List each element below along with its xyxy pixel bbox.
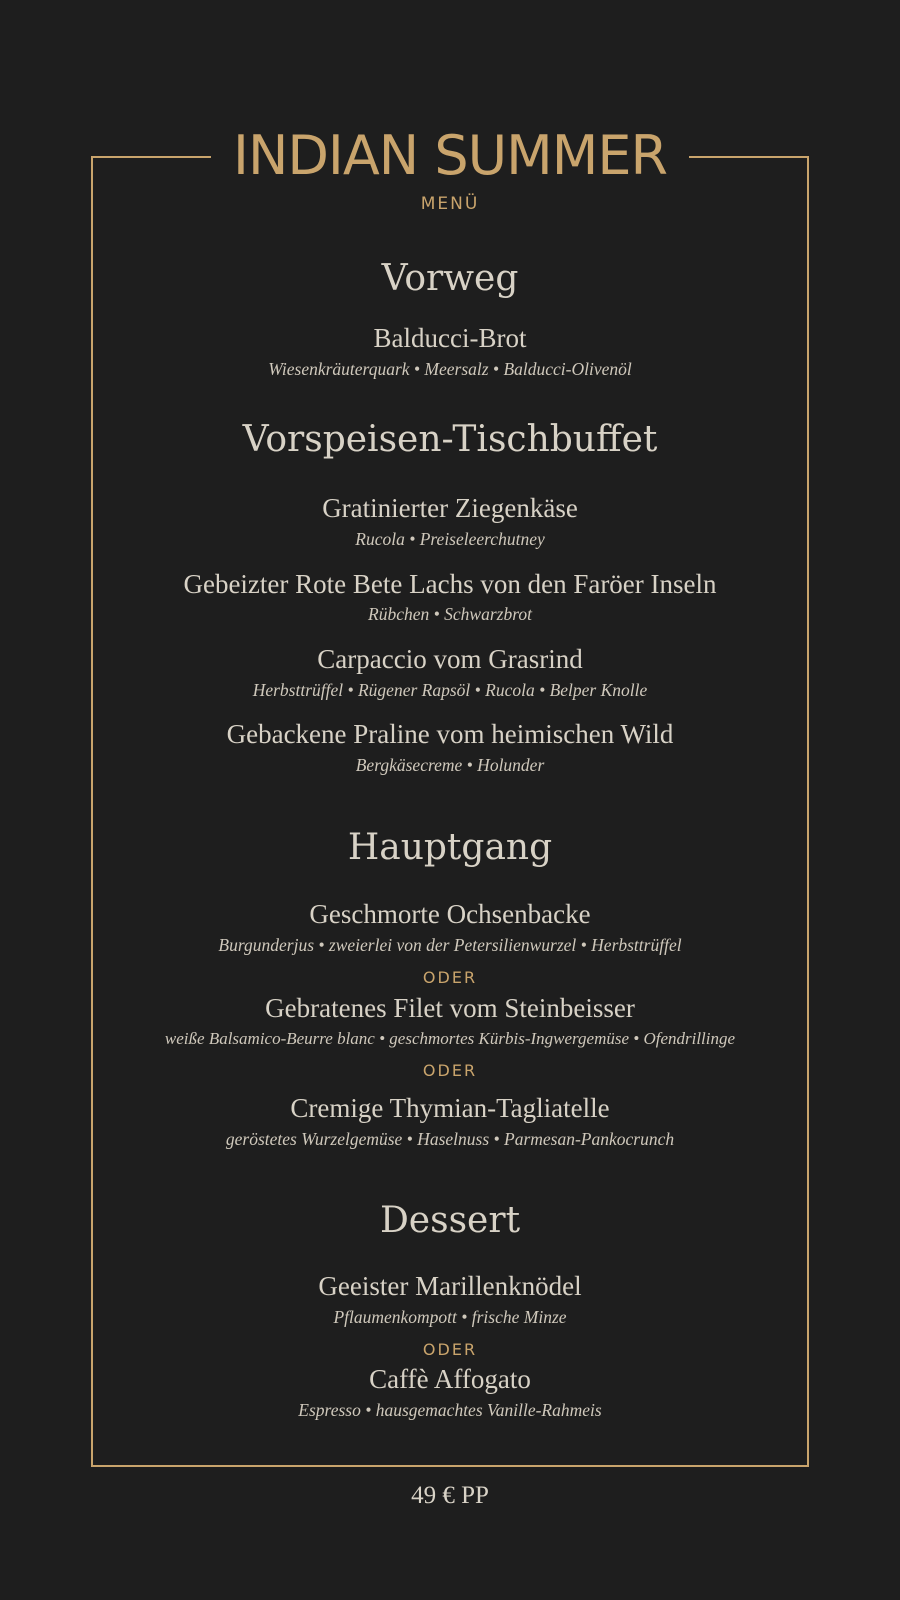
dish-description: Burgunderjus • zweierlei von der Petersilienwurzel • Herbsttrüffel (218, 935, 682, 955)
menu-title: INDIAN SUMMER (233, 124, 667, 187)
dish-name: Geeister Marillenknödel (318, 1271, 582, 1301)
dish-description: Herbsttrüffel • Rügener Rapsöl • Rucola • Belper Knolle (252, 680, 648, 700)
dish-name: Carpaccio vom Grasrind (317, 644, 583, 674)
dish-name: Geschmorte Ochsenbacke (309, 899, 591, 929)
oder-separator: ODER (422, 968, 478, 987)
dish-description: weiße Balsamico-Beurre blanc • geschmortes Kürbis-Ingwergemüse • Ofendrillinge (164, 1029, 736, 1048)
dish-description: Espresso • hausgemachtes Vanille-Rahmeis (298, 1400, 602, 1420)
dish-name: Gebratenes Filet vom Steinbeisser (265, 993, 635, 1023)
dish-description: Bergkäsecreme • Holunder (355, 755, 545, 775)
dish-name: Gebackene Praline vom heimischen Wild (226, 719, 674, 749)
dish-name: Gratinierter Ziegenkäse (322, 493, 578, 523)
dish-name: Cremige Thymian-Tagliatelle (290, 1093, 610, 1123)
dish-description: Pflaumenkompott • frische Minze (333, 1307, 567, 1327)
dish-description: Rucola • Preiseleerchutney (355, 529, 545, 549)
section-title-dessert: Dessert (379, 1200, 521, 1241)
dish-description: Wiesenkräuterquark • Meersalz • Balducci-Olivenöl (268, 359, 632, 379)
dish-description: geröstetes Wurzelgemüse • Haselnuss • Parmesan-Pankocrunch (225, 1129, 675, 1149)
section-title-vorweg: Vorweg (381, 258, 519, 299)
oder-separator: ODER (422, 1340, 478, 1359)
section-title-hauptgang: Hauptgang (347, 827, 553, 868)
dish-description: Rübchen • Schwarzbrot (368, 604, 532, 624)
section-title-vorspeisen: Vorspeisen-Tischbuffet (242, 419, 658, 460)
price: 49 € PP (411, 1482, 489, 1509)
dish-name: Gebeizter Rote Bete Lachs von den Faröer Inseln (183, 569, 717, 599)
menu-subtitle: MENÜ (420, 194, 480, 214)
dish-name: Balducci-Brot (373, 323, 527, 353)
dish-name: Caffè Affogato (369, 1364, 531, 1394)
oder-separator: ODER (422, 1061, 478, 1080)
